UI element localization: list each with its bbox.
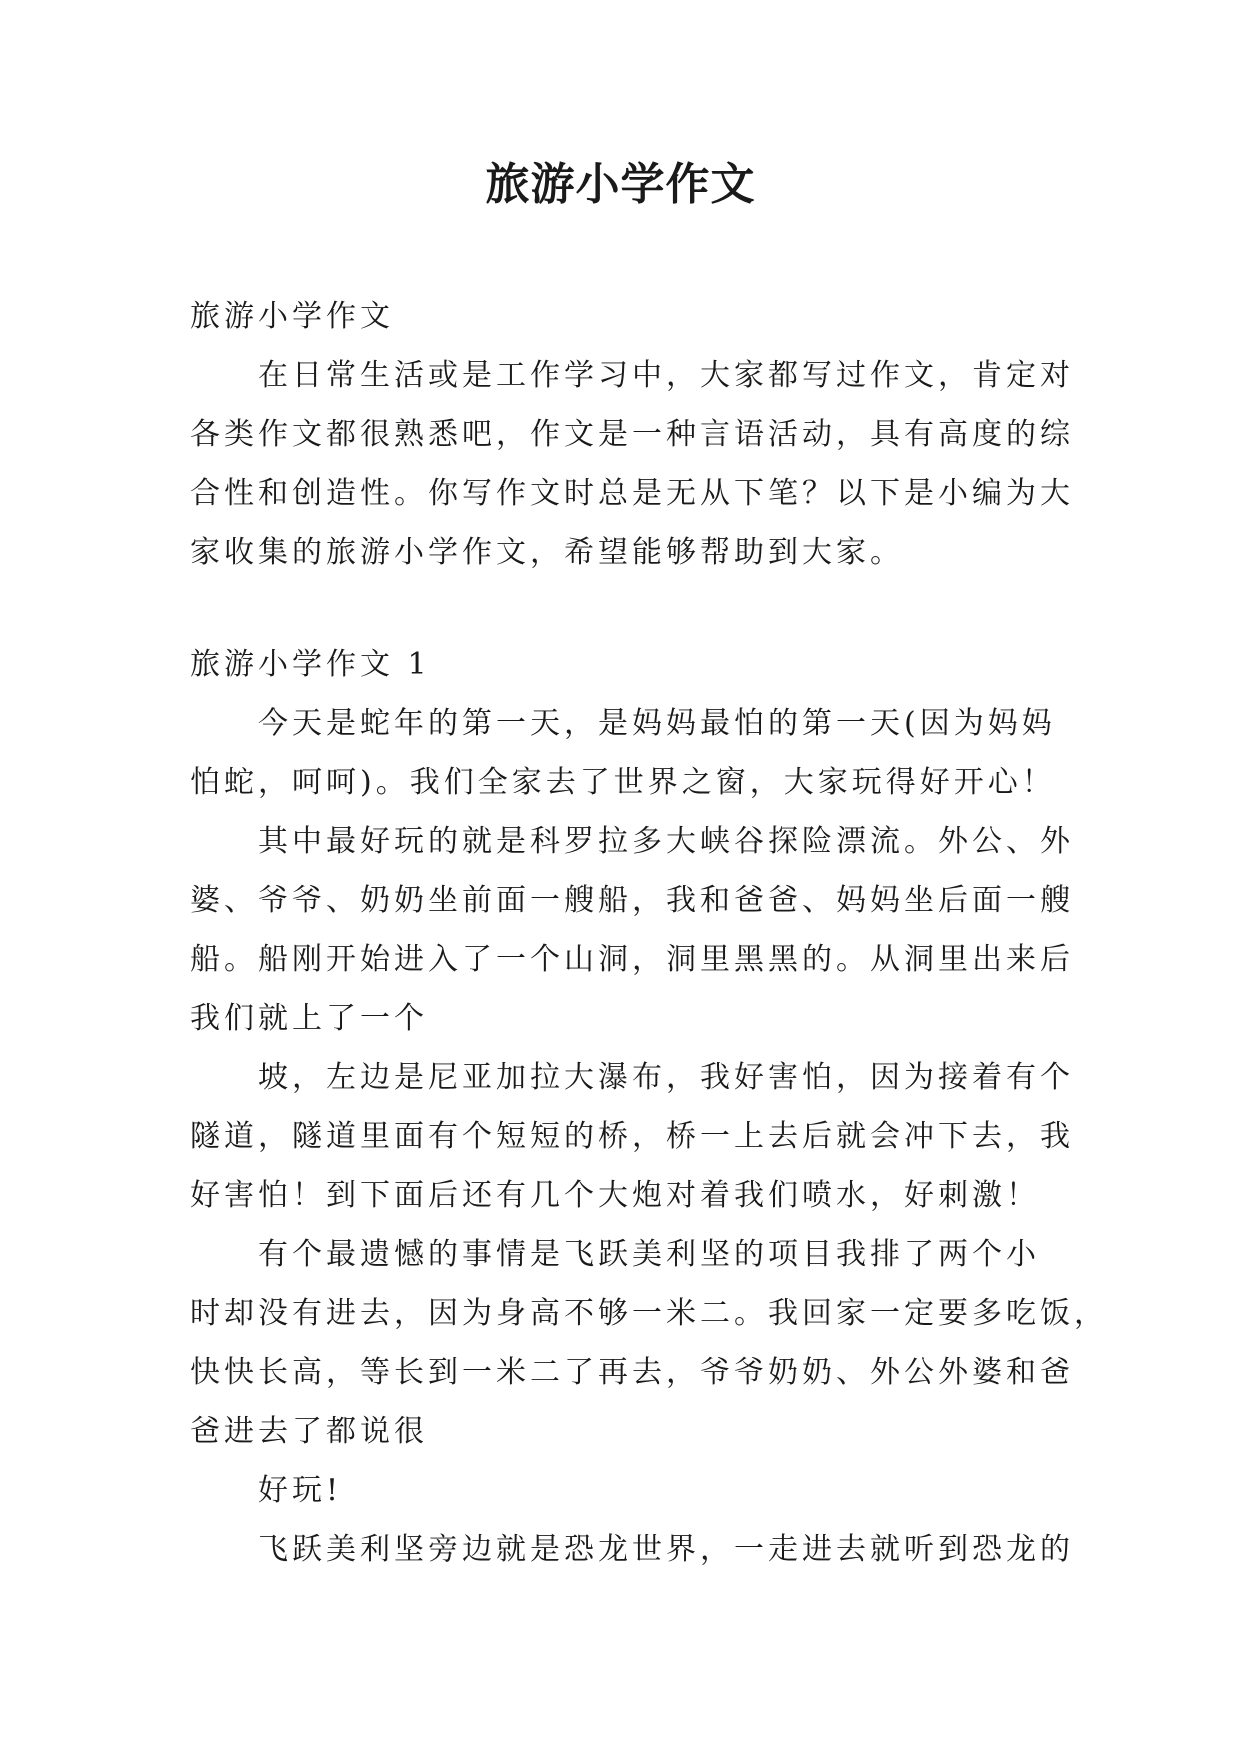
section-heading: 旅游小学作文 — [190, 299, 394, 334]
section-heading: 旅游小学作文 1 — [190, 647, 431, 682]
paragraph-line: 快快长高，等长到一米二了再去，爷爷奶奶、外公外婆和爸 — [190, 1355, 1074, 1390]
paragraph-line: 好害怕！到下面后还有几个大炮对着我们喷水，好刺激！ — [190, 1178, 1040, 1213]
paragraph-line: 有个最遗憾的事情是飞跃美利坚的项目我排了两个小 — [258, 1237, 1040, 1272]
body-paragraph — [190, 1520, 1074, 1579]
body-paragraph — [190, 694, 1055, 812]
paragraph-line: 各类作文都很熟悉吧，作文是一种言语活动，具有高度的综 — [190, 417, 1074, 452]
body-paragraph — [190, 1461, 1055, 1520]
intro-paragraph — [190, 346, 1074, 582]
document-title: 旅游小学作文 — [485, 159, 756, 210]
paragraph-line: 怕蛇，呵呵)。我们全家去了世界之窗，大家玩得好开心！ — [190, 765, 1056, 800]
paragraph-line: 我们就上了一个 — [190, 1001, 428, 1036]
paragraph-line: 今天是蛇年的第一天，是妈妈最怕的第一天(因为妈妈 — [258, 706, 1056, 741]
paragraph-line: 好玩! — [258, 1473, 343, 1508]
body-paragraph — [190, 812, 1074, 1048]
paragraph-line: 在日常生活或是工作学习中，大家都写过作文，肯定对 — [258, 358, 1074, 393]
paragraph-line: 隧道，隧道里面有个短短的桥，桥一上去后就会冲下去，我 — [190, 1119, 1074, 1154]
paragraph-line: 婆、爷爷、奶奶坐前面一艘船，我和爸爸、妈妈坐后面一艘 — [190, 883, 1074, 918]
paragraph-line: 家收集的旅游小学作文，希望能够帮助到大家。 — [190, 535, 904, 570]
paragraph-spacer — [190, 582, 1055, 635]
document-body — [190, 287, 1108, 1579]
body-paragraph — [190, 1225, 1108, 1461]
body-paragraph — [190, 1048, 1074, 1225]
paragraph-line: 船。船刚开始进入了一个山洞，洞里黑黑的。从洞里出来后 — [190, 942, 1074, 977]
paragraph-line: 坡，左边是尼亚加拉大瀑布，我好害怕，因为接着有个 — [258, 1060, 1074, 1095]
paragraph-line: 飞跃美利坚旁边就是恐龙世界，一走进去就听到恐龙的 — [258, 1532, 1074, 1567]
paragraph-line: 时却没有进去，因为身高不够一米二。我回家一定要多吃饭， — [190, 1296, 1108, 1331]
paragraph-line: 其中最好玩的就是科罗拉多大峡谷探险漂流。外公、外 — [258, 824, 1074, 859]
paragraph-line: 合性和创造性。你写作文时总是无从下笔？以下是小编为大 — [190, 476, 1074, 511]
paragraph-line: 爸进去了都说很 — [190, 1414, 428, 1449]
